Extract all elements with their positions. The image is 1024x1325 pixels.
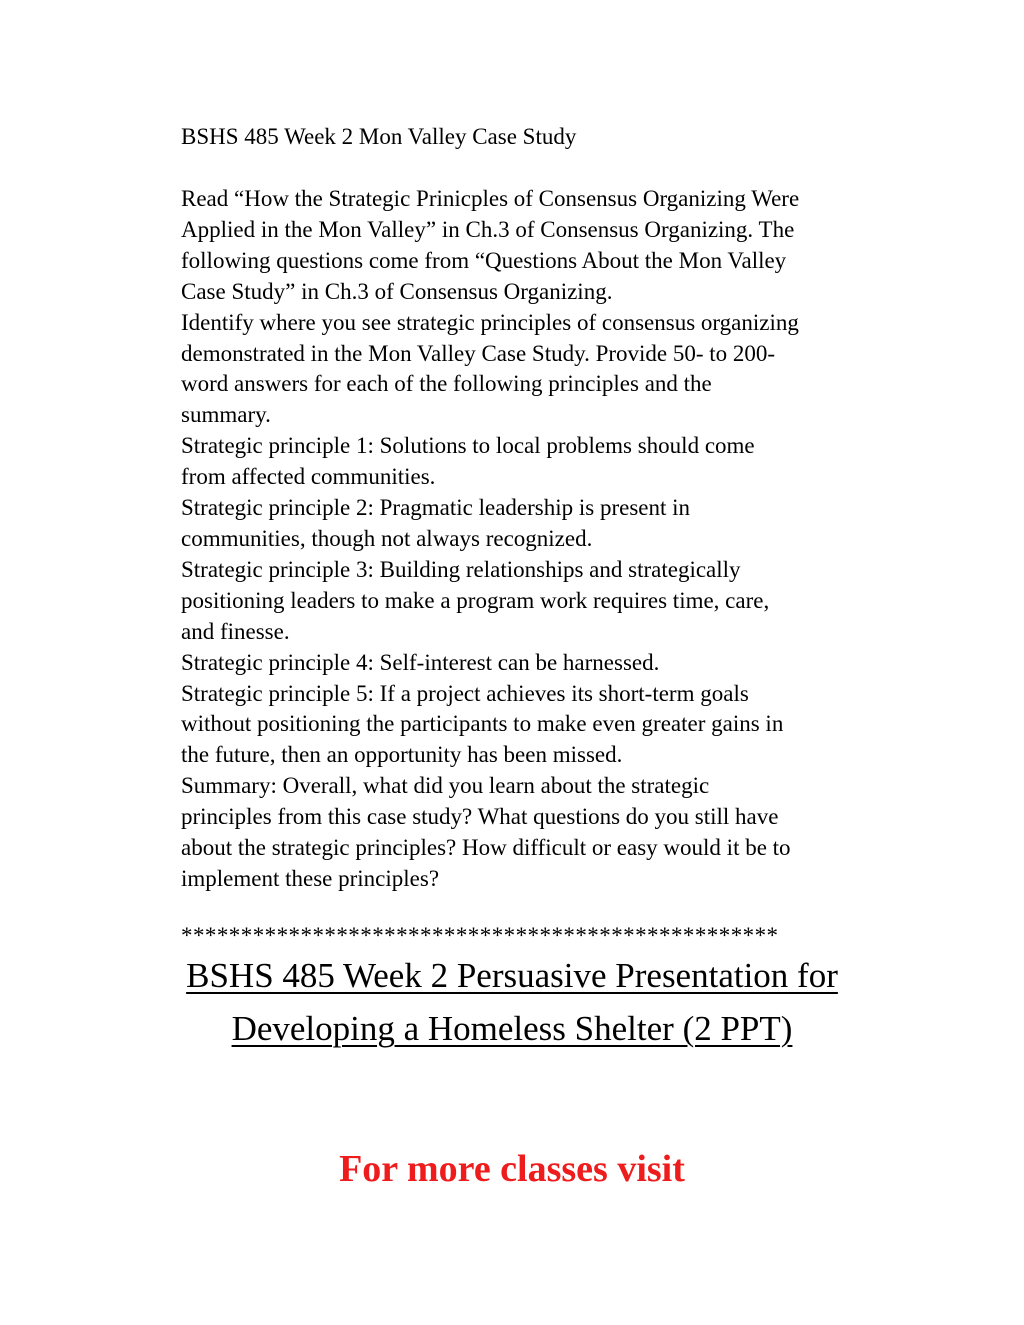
body-line: Strategic principle 2: Pragmatic leadership is present in (181, 495, 691, 521)
body-line: Read “How the Strategic Prinicples of Consensus Organizing Were (181, 186, 800, 211)
body-line: Applied in the Mon Valley” in Ch.3 of Consensus Organizing. The (181, 216, 795, 242)
document-title: BSHS 485 Week 2 Mon Valley Case Study (181, 124, 577, 149)
body-line: and finesse. (181, 618, 290, 644)
body-line: Strategic principle 1: Solutions to local problems should come (181, 433, 755, 459)
asterisk-separator: ************************************************** (181, 923, 779, 948)
assignment-body (181, 184, 911, 895)
body-line: positioning leaders to make a program work requires time, care, (181, 587, 770, 613)
body-line: implement these principles? (181, 865, 440, 891)
body-line: demonstrated in the Mon Valley Case Study. Provide 50- to 200- (181, 340, 776, 366)
body-line: principles from this case study? What questions do you still have (181, 804, 779, 830)
body-line: Identify where you see strategic principles of consensus organizing (181, 309, 799, 335)
body-line: summary. (181, 402, 271, 428)
body-line: the future, then an opportunity has been missed. (181, 742, 623, 768)
body-line: from affected communities. (181, 464, 436, 490)
heading-link-text[interactable]: BSHS 485 Week 2 Persuasive Presentation for (186, 956, 838, 995)
body-line: Strategic principle 3: Building relationships and strategically (181, 556, 741, 582)
body-line: following questions come from “Questions About the Mon Valley (181, 247, 787, 273)
next-assignment-heading-line2 (0, 1003, 1024, 1055)
heading-link-text[interactable]: Developing a Homeless Shelter (2 PPT) (231, 1009, 793, 1048)
more-classes-callout: For more classes visit (339, 1148, 685, 1190)
next-assignment-heading-line1 (0, 950, 1024, 1002)
body-line: Case Study” in Ch.3 of Consensus Organizing. (181, 278, 613, 304)
body-line: Summary: Overall, what did you learn about the strategic (181, 773, 710, 799)
body-line: Strategic principle 4: Self-interest can be harnessed. (181, 649, 660, 675)
body-line: word answers for each of the following principles and the (181, 371, 712, 397)
body-line: without positioning the participants to make even greater gains in (181, 711, 784, 737)
body-line: communities, though not always recognized. (181, 525, 593, 551)
body-line: Strategic principle 5: If a project achieves its short-term goals (181, 680, 749, 706)
body-line: about the strategic principles? How difficult or easy would it be to (181, 835, 791, 861)
